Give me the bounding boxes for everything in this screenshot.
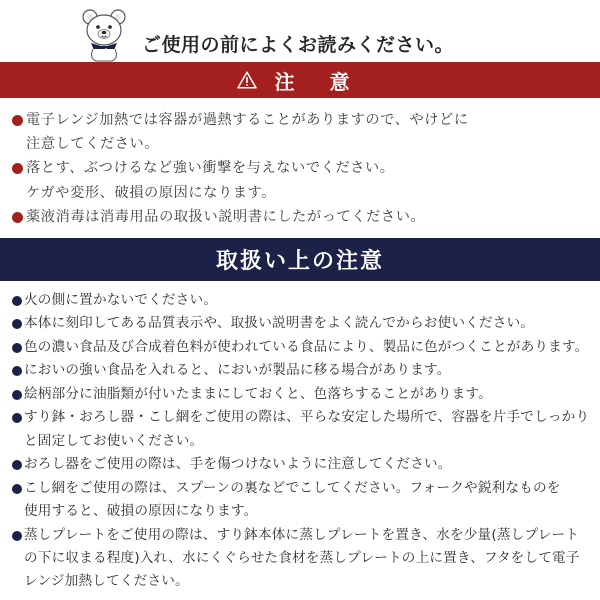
bullet-icon bbox=[12, 460, 22, 470]
handling-item bbox=[12, 289, 598, 312]
handling-item bbox=[12, 524, 598, 594]
handling-item-text: こし網をご使用の際は、スプーンの裏などでこしてください。フォークや鋭利なものを bbox=[24, 479, 561, 496]
handling-item-text: においの強い食品を入れると、においが製品に移る場合があります。 bbox=[24, 362, 451, 379]
handling-item-text: すり鉢・おろし器・こし網をご使用の際は、平らな安定した場所で、容器を片手でしっかり bbox=[24, 409, 590, 426]
bullet-icon bbox=[12, 413, 22, 423]
handling-item bbox=[12, 359, 598, 382]
caution-list bbox=[12, 108, 596, 229]
bullet-icon bbox=[12, 212, 23, 223]
handling-item-text: おろし器をご使用の際は、手を傷つけないように注意してください。 bbox=[24, 456, 452, 473]
bullet-icon bbox=[12, 484, 22, 494]
handling-item-text: の下に収まる程度)入れ、水にくぐらせた食材を蒸しプレートの上に置き、フタをして電子 bbox=[24, 549, 580, 566]
header bbox=[0, 0, 600, 62]
caution-banner bbox=[0, 62, 600, 98]
page-title: ご使用の前によくお読みください。 bbox=[142, 34, 455, 56]
bullet-icon bbox=[12, 366, 22, 376]
handling-item bbox=[12, 406, 598, 453]
bullet-icon bbox=[12, 319, 22, 329]
handling-title: 取扱い上の注意 bbox=[215, 249, 384, 274]
bullet-icon bbox=[12, 163, 23, 174]
caution-item-text: 注意してください。 bbox=[26, 136, 160, 153]
handling-item-text: と固定してお使いください。 bbox=[24, 432, 204, 449]
bullet-icon bbox=[12, 343, 22, 353]
caution-item-text: 薬液消毒は消毒用品の取扱い説明書にしたがってください。 bbox=[26, 208, 426, 225]
caution-item bbox=[12, 108, 596, 156]
handling-item bbox=[12, 383, 598, 406]
handling-item-text: 火の側に置かないでください。 bbox=[24, 292, 218, 308]
caution-item bbox=[12, 205, 596, 229]
caution-item-text: 落とす、ぶつけるなど強い衝撃を与えないでください。 bbox=[26, 160, 395, 177]
handling-item-text: 本体に刻印してある品質表示や、取扱い説明書をよく読んでからお使いください。 bbox=[24, 315, 535, 332]
caution-item-text: 電子レンジ加熱では容器が過熱することがありますので、やけどに bbox=[26, 112, 469, 128]
caution-title: 注 意 bbox=[274, 69, 364, 94]
handling-item-text: 蒸しプレートをご使用の際は、すり鉢本体に蒸しプレートを置き、水を少量(蒸しプレート bbox=[24, 526, 580, 543]
handling-item bbox=[12, 336, 598, 359]
bullet-icon bbox=[12, 390, 22, 400]
caution-item bbox=[12, 156, 596, 204]
bullet-icon bbox=[12, 531, 22, 541]
caution-item-text: ケガや変形、破損の原因になります。 bbox=[26, 184, 276, 201]
bullet-icon bbox=[12, 296, 22, 306]
handling-banner bbox=[0, 238, 600, 281]
bear-mascot-icon bbox=[76, 6, 132, 62]
handling-item bbox=[12, 477, 598, 524]
handling-item-text: 絵柄部分に油脂類が付いたままにしておくと、色落ちすることがあります。 bbox=[24, 385, 492, 402]
handling-item-text: 色の濃い食品及び合成着色料が使われている食品により、製品に色がつくことがあります。 bbox=[24, 338, 589, 355]
handling-item-text: 使用すると、破損の原因になります。 bbox=[24, 503, 258, 520]
handling-item bbox=[12, 453, 598, 476]
handling-item-text: レンジ加熱してください。 bbox=[24, 573, 189, 590]
bullet-icon bbox=[12, 115, 23, 126]
handling-item bbox=[12, 312, 598, 335]
handling-list bbox=[12, 289, 598, 594]
warning-triangle-icon bbox=[237, 71, 257, 89]
